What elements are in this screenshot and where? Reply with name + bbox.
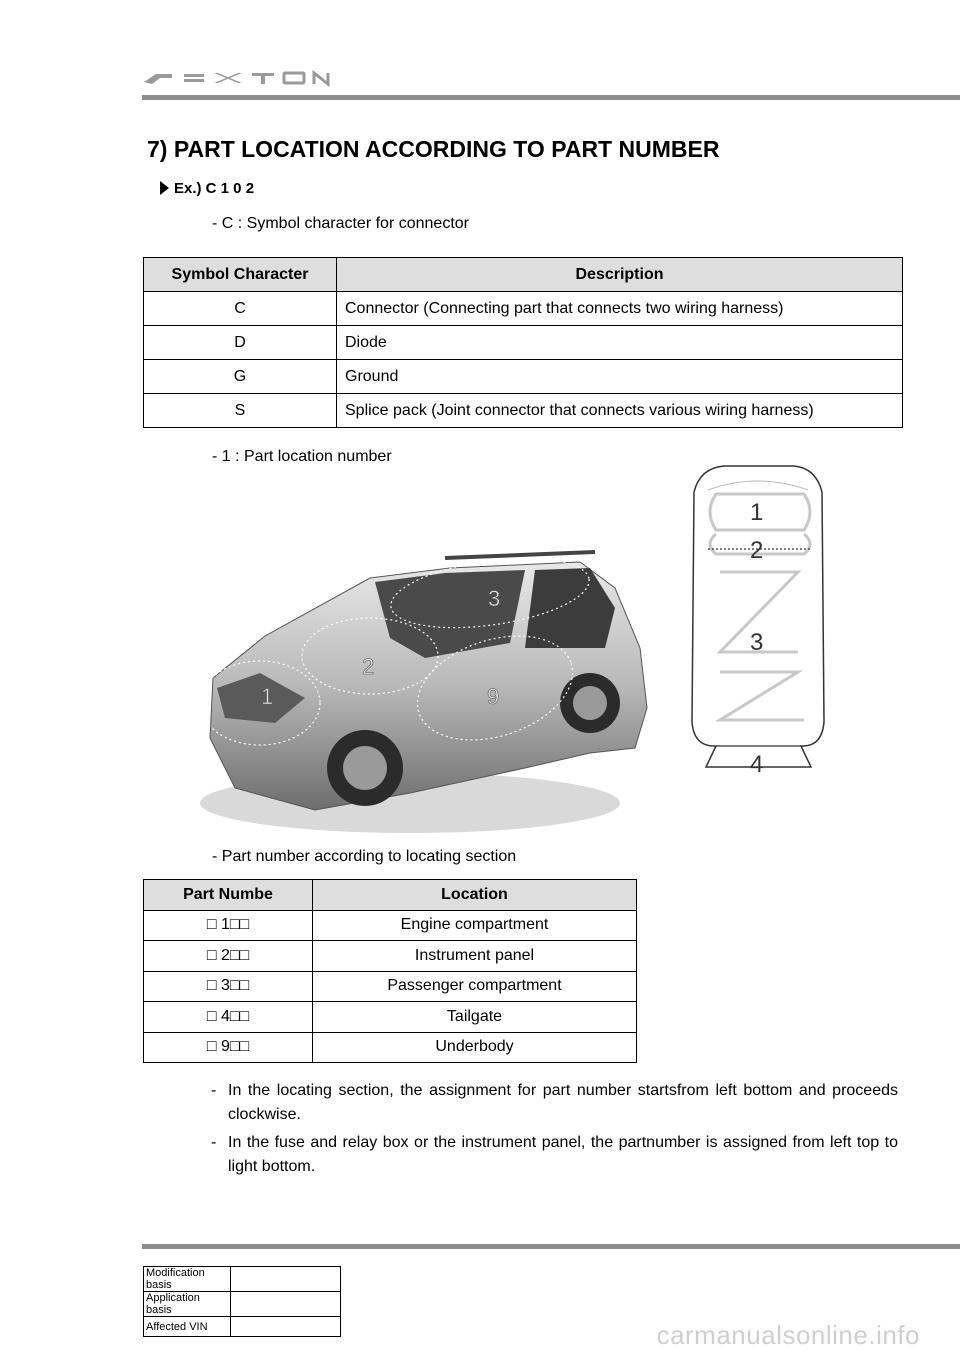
symbol-cell: S	[144, 394, 337, 428]
example-line	[160, 180, 254, 197]
note-part-number: - Part number according to locating section	[212, 848, 517, 865]
section-heading: 7) PART LOCATION ACCORDING TO PART NUMBER	[147, 136, 720, 162]
table-row	[144, 1032, 637, 1063]
vehicle-plan-diagram	[686, 462, 831, 780]
symbol-table-header-description: Description	[337, 258, 903, 292]
rexton-logo	[142, 68, 332, 88]
symbol-table	[143, 257, 903, 428]
bullet-dash: -	[211, 1082, 217, 1099]
part-number-cell: □ 2□□	[144, 941, 313, 972]
location-cell: Tailgate	[313, 1002, 637, 1033]
part-number-cell: □ 4□□	[144, 1002, 313, 1033]
triangle-bullet-icon	[160, 181, 169, 195]
car-label-9: 9	[487, 684, 500, 709]
description-cell: Ground	[337, 360, 903, 394]
location-cell: Instrument panel	[313, 941, 637, 972]
table-row	[144, 1002, 637, 1033]
table-row	[144, 1267, 341, 1292]
revision-value	[231, 1292, 341, 1317]
table-row	[144, 394, 903, 428]
table-row	[144, 1317, 341, 1337]
car-illustration	[195, 548, 650, 838]
bullet-fuse-relay	[211, 1131, 898, 1179]
revision-label: Modification basis	[144, 1267, 231, 1292]
table-row	[144, 360, 903, 394]
plan-label-1: 1	[750, 499, 764, 526]
description-cell: Connector (Connecting part that connects two wiring harness)	[337, 292, 903, 326]
revision-label: Application basis	[144, 1292, 231, 1317]
part-table-header-location: Location	[313, 880, 637, 911]
table-row	[144, 910, 637, 941]
table-row	[144, 1292, 341, 1317]
bullet-text: In the fuse and relay box or the instrument panel, the partnumber is assigned from left top to light bottom.	[228, 1134, 898, 1175]
watermark[interactable]: carmanualsonline.info	[656, 1320, 920, 1350]
location-cell: Underbody	[313, 1032, 637, 1063]
plan-label-3: 3	[750, 629, 764, 656]
location-cell: Engine compartment	[313, 910, 637, 941]
revision-info-table	[143, 1266, 341, 1337]
part-table-header-number: Part Numbe	[144, 880, 313, 911]
symbol-cell: C	[144, 292, 337, 326]
description-cell: Splice pack (Joint connector that connects various wiring harness)	[337, 394, 903, 428]
bullet-locating-section	[211, 1079, 898, 1127]
symbol-cell: D	[144, 326, 337, 360]
symbol-table-header-symbol: Symbol Character	[144, 258, 337, 292]
bullet-text: In the locating section, the assignment for part number startsfrom left bottom and proceeds clockwise.	[228, 1082, 898, 1123]
part-number-cell: □ 3□□	[144, 971, 313, 1002]
part-number-cell: □ 9□□	[144, 1032, 313, 1063]
symbol-cell: G	[144, 360, 337, 394]
description-cell: Diode	[337, 326, 903, 360]
table-row	[144, 326, 903, 360]
plan-label-2: 2	[750, 537, 764, 564]
header-rule	[142, 95, 960, 100]
car-label-1: 1	[261, 684, 274, 709]
revision-value	[231, 1267, 341, 1292]
plan-label-4: 4	[750, 751, 764, 778]
location-cell: Passenger compartment	[313, 971, 637, 1002]
car-label-2: 2	[362, 654, 375, 679]
part-number-table	[143, 879, 637, 1063]
car-label-3: 3	[488, 586, 501, 611]
bullet-dash: -	[211, 1134, 217, 1151]
table-row	[144, 292, 903, 326]
note-symbol-c: - C : Symbol character for connector	[212, 215, 469, 232]
revision-label: Affected VIN	[144, 1317, 231, 1337]
part-number-cell: □ 1□□	[144, 910, 313, 941]
note-location-number: - 1 : Part location number	[212, 448, 392, 465]
revision-value	[231, 1317, 341, 1337]
table-row	[144, 971, 637, 1002]
footer-rule	[142, 1244, 960, 1249]
example-text: Ex.) C 1 0 2	[174, 180, 255, 197]
table-row	[144, 941, 637, 972]
